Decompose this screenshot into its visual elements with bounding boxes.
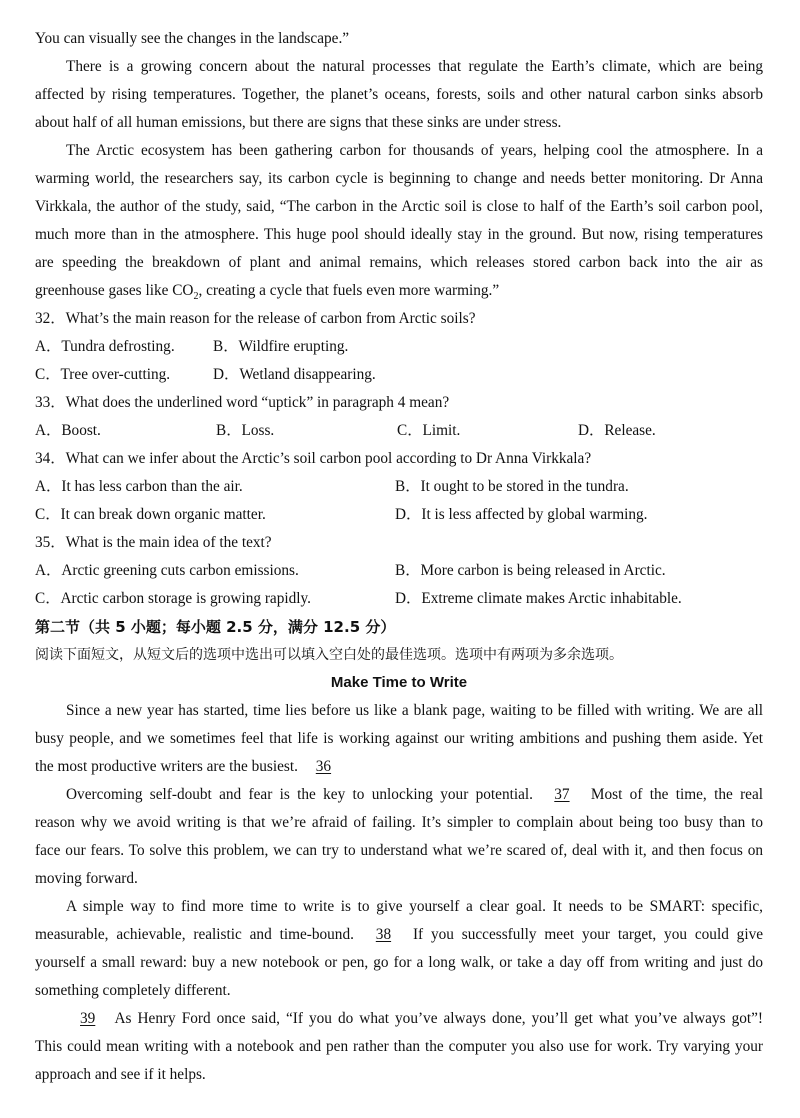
blank-36[interactable]: 36	[315, 758, 332, 775]
passage-line: moving forward.	[35, 870, 138, 887]
passage-line: There is a growing concern about the natural processes that regulate the Earth’s climate, which are being	[66, 58, 763, 75]
passage-line: The Arctic ecosystem has been gathering carbon for thousands of years, helping cool the atmosphere. In a	[66, 142, 763, 159]
option-35-d[interactable]: D．Extreme climate makes Arctic inhabitable.	[395, 590, 682, 607]
option-34-b[interactable]: B．It ought to be stored in the tundra.	[395, 478, 629, 495]
question-34-options-row2	[35, 501, 763, 529]
option-33-b[interactable]: B．Loss.	[216, 422, 275, 439]
option-32-c[interactable]: C．Tree over-cutting.	[35, 366, 171, 383]
question-32-options-row1	[35, 333, 763, 361]
passage-line: something completely different.	[35, 982, 231, 999]
passage-line: much more than in the atmosphere. This huge pool should ideally stay in the ground. But now, rising temperatures	[35, 226, 763, 243]
blank-38[interactable]: 38	[375, 926, 392, 943]
passage-line: about half of all human emissions, but there are signs that these sinks are under stress.	[35, 114, 562, 131]
question-33-options	[35, 417, 763, 445]
passage-line: are speeding the breakdown of plant and animal remains, which releases stored carbon back into the air as	[35, 254, 763, 271]
blank-37[interactable]: 37	[554, 786, 570, 803]
passage-line: A simple way to find more time to write is to give yourself a clear goal. It needs to be SMART: specific,	[66, 898, 763, 915]
question-33-stem: 33．What does the underlined word “uptick” in paragraph 4 mean?	[35, 394, 450, 411]
option-33-c[interactable]: C．Limit.	[397, 422, 461, 439]
passage-line: Since a new year has started, time lies before us like a blank page, waiting to be filled with writing. We are all	[66, 702, 763, 719]
option-32-b[interactable]: B．Wildfire erupting.	[213, 338, 349, 355]
question-35-stem: 35．What is the main idea of the text?	[35, 534, 272, 551]
passage-line: face our fears. To solve this problem, we can try to understand what we’re scared of, deal with it, and then focus on	[35, 842, 763, 859]
passage-line: Overcoming self-doubt and fear is the key to unlocking your potential. 37 Most of the time, the real	[35, 781, 763, 809]
option-35-b[interactable]: B．More carbon is being released in Arctic.	[395, 562, 666, 579]
passage-line: measurable, achievable, realistic and time-bound. 38 If you successfully meet your target, you could give	[35, 921, 763, 949]
blank-39[interactable]: 39	[80, 1010, 96, 1027]
option-33-a[interactable]: A．Boost.	[35, 422, 101, 439]
passage-line: reason why we avoid writing is that we’re afraid of failing. It’s simpler to complain about being too busy than to	[35, 814, 763, 831]
question-32-options-row2	[35, 361, 763, 389]
passage-line: You can visually see the changes in the landscape.”	[35, 30, 350, 47]
option-34-c[interactable]: C．It can break down organic matter.	[35, 506, 266, 523]
option-34-a[interactable]: A．It has less carbon than the air.	[35, 478, 243, 495]
passage-line: greenhouse gases like $CO_2$, creating a cycle that fuels even more warming.”	[35, 282, 500, 303]
option-34-d[interactable]: D．It is less affected by global warming.	[395, 506, 648, 523]
exam-page	[35, 25, 763, 1089]
option-32-d[interactable]: D．Wetland disappearing.	[213, 366, 376, 383]
option-33-d[interactable]: D．Release.	[578, 422, 656, 439]
passage-line: approach and see if it helps.	[35, 1066, 206, 1083]
passage-line: the most productive writers are the busiest. 36	[35, 753, 763, 781]
question-32-stem: 32．What’s the main reason for the release of carbon from Arctic soils?	[35, 310, 476, 327]
option-32-a[interactable]: A．Tundra defrosting.	[35, 338, 175, 355]
passage-line: warming world, the researchers say, its carbon cycle is beginning to change and needs better monitoring. Dr Anna	[35, 170, 763, 187]
question-35-options-row1	[35, 557, 763, 585]
question-34-stem: 34．What can we infer about the Arctic’s soil carbon pool according to Dr Anna Virkkala?	[35, 450, 592, 467]
section-heading: 第二节（共 5 小题；每小题 2.5 分，满分 12.5 分）	[35, 618, 396, 636]
option-35-c[interactable]: C．Arctic carbon storage is growing rapidly.	[35, 590, 311, 607]
passage-line: 39 As Henry Ford once said, “If you do what you’ve always done, you’ll get what you’ve always got”!	[35, 1005, 763, 1033]
passage-line: yourself a small reward: buy a new notebook or pen, go for a long walk, or take a day off from writing and just do	[35, 954, 763, 971]
passage-line: Virkkala, the author of the study, said, “The carbon in the Arctic soil is close to half of the Earth’s soil carbon pool,	[35, 198, 763, 215]
question-34-options-row1	[35, 473, 763, 501]
passage-line: affected by rising temperatures. Together, the planet’s oceans, forests, soils and other natural carbon sinks absorb	[35, 86, 763, 103]
passage-line: This could mean writing with a notebook and pen rather than the computer you also use for work. Try varying your	[35, 1038, 763, 1055]
option-35-a[interactable]: A．Arctic greening cuts carbon emissions.	[35, 562, 299, 579]
passage-title: Make Time to Write	[330, 674, 468, 691]
question-35-options-row2	[35, 585, 763, 613]
passage-line: busy people, and we sometimes feel that life is working against our writing ambitions and pushing them aside. Yet	[35, 730, 763, 747]
section-instruction: 阅读下面短文，从短文后的选项中选出可以填入空白处的最佳选项。选项中有两项为多余选项。	[35, 647, 623, 663]
subscript-2: 2	[193, 291, 199, 303]
